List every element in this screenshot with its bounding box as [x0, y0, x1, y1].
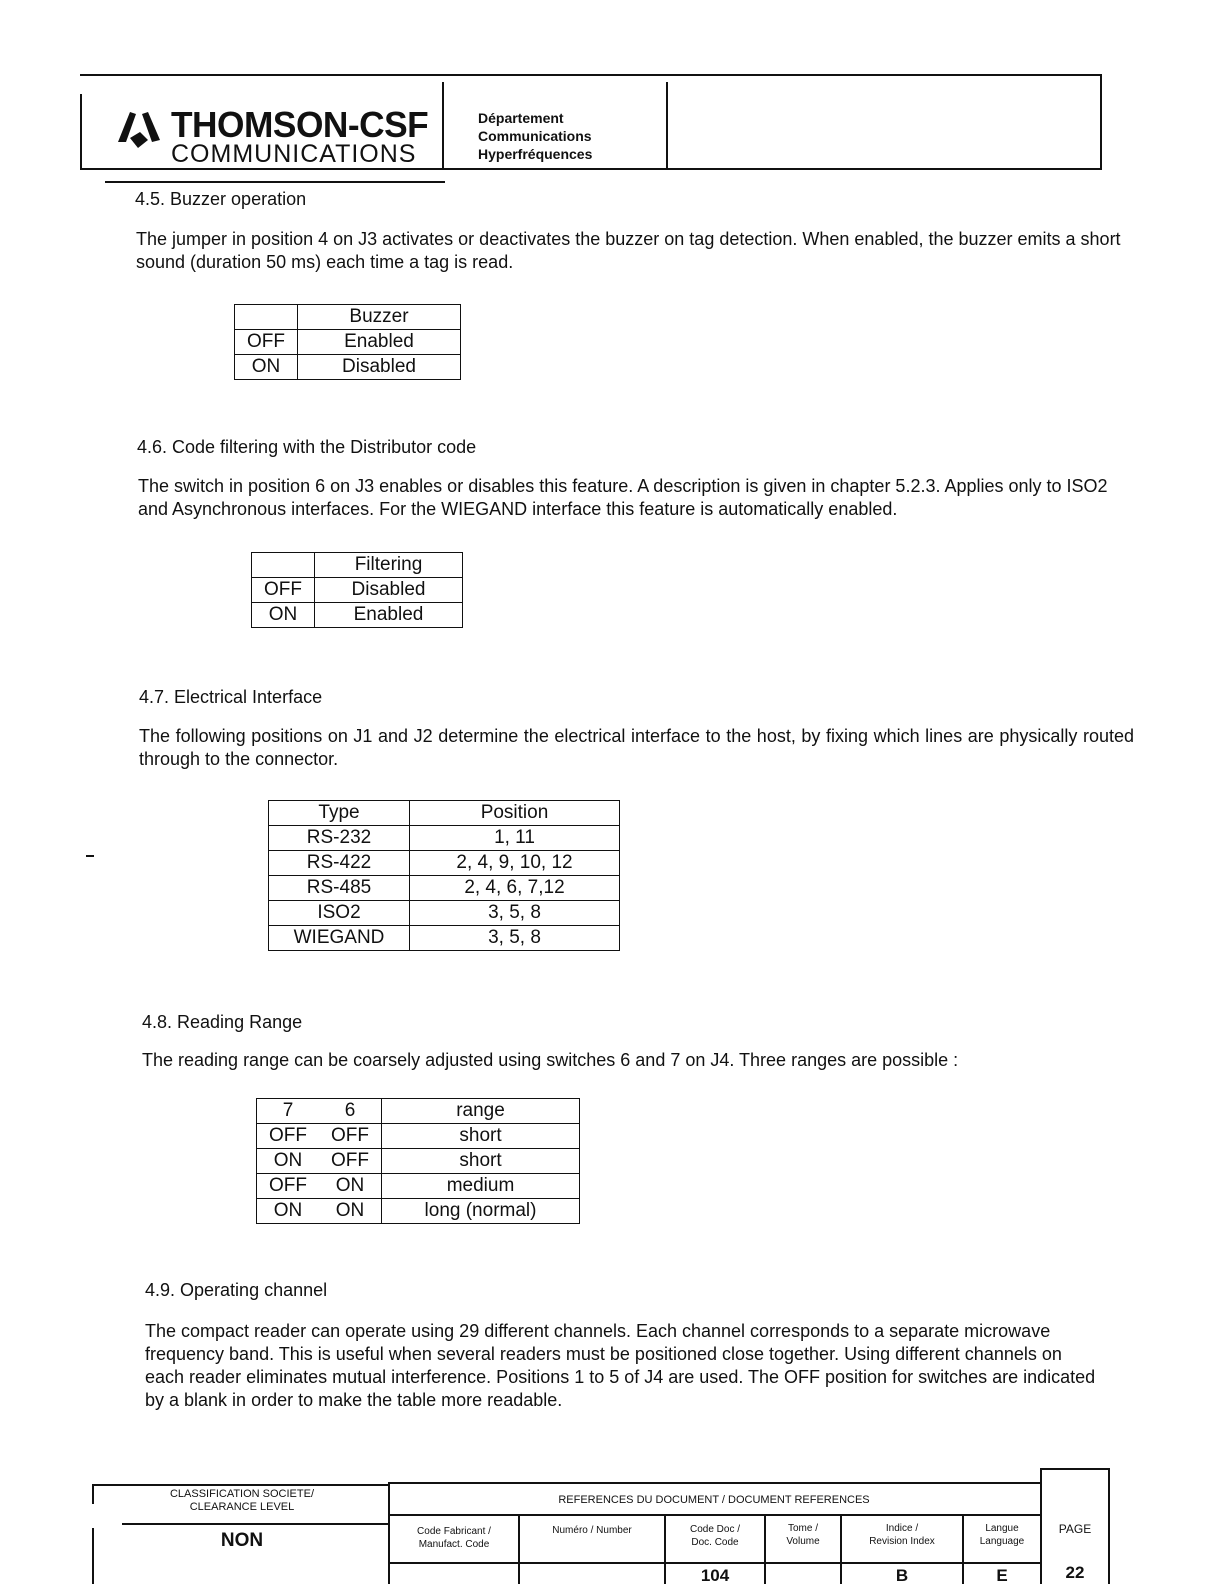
table-row: RS-485 2, 4, 6, 7,12 — [269, 876, 620, 901]
section-paragraph: The switch in position 6 on J3 enables or disables this feature. A description is given in chapter 5.2.3. Applies only to ISO2 and Asynchronous interfaces. For the WIEGAND interface this feature is automatically enabled. — [138, 476, 1108, 519]
page-label: PAGE — [1058, 1522, 1092, 1536]
header-border — [80, 94, 82, 168]
classification-value: NON — [220, 1530, 264, 1551]
volume-label: Tome / Volume — [786, 1523, 820, 1547]
section-heading: 4.6. Code filtering with the Distributor code — [137, 437, 477, 457]
filtering-table — [251, 552, 463, 628]
revision-index-label: Indice / Revision Index — [869, 1523, 935, 1547]
section-paragraph: The jumper in position 4 on J3 activates or deactivates the buzzer on tag detection. When enabled, the buzzer emits a short sound (duration 50 ms) each time a tag is read. — [136, 229, 1121, 272]
table-row: OFF Disabled — [252, 578, 463, 603]
table-row: ON OFF short — [257, 1149, 580, 1174]
table-row: ON Enabled — [252, 603, 463, 628]
section-heading: 4.9. Operating channel — [145, 1280, 328, 1300]
doc-code-value: 104 — [700, 1566, 730, 1585]
table-row: RS-232 1, 11 — [269, 826, 620, 851]
header-divider — [666, 82, 668, 168]
table-row: OFF ON medium — [257, 1174, 580, 1199]
electrical-interface-table — [268, 800, 620, 951]
header-divider — [442, 82, 444, 168]
document-header — [80, 74, 1102, 170]
table-header-row: Filtering — [252, 553, 463, 578]
header-underline — [105, 181, 445, 183]
table-header-row: 7 6 range — [257, 1099, 580, 1124]
table-row: WIEGAND 3, 5, 8 — [269, 926, 620, 951]
section-heading: 4.7. Electrical Interface — [139, 687, 323, 707]
page-number: 22 — [1065, 1563, 1085, 1582]
section-heading: 4.5. Buzzer operation — [135, 189, 307, 209]
company-name: THOMSON-CSF — [171, 104, 429, 145]
table-row: ON ON long (normal) — [257, 1199, 580, 1224]
manufact-code-label: Code Fabricant / Manufact. Code — [417, 1526, 491, 1550]
table-row: ON Disabled — [235, 355, 461, 380]
doc-code-label: Code Doc / Doc. Code — [689, 1524, 741, 1548]
department-label: Département Communications Hyperfréquences — [478, 110, 593, 162]
table-header-row: Type Position — [269, 801, 620, 826]
table-row: OFF OFF short — [257, 1124, 580, 1149]
language-value: E — [996, 1566, 1008, 1585]
stray-mark — [86, 855, 94, 857]
reading-range-table — [256, 1098, 580, 1224]
section-paragraph: The compact reader can operate using 29 different channels. Each channel corresponds to a separate microwave frequency band. This is useful when several readers must be positioned close together. Using different channels on each reader eliminates mutual interference. Positions 1 to 5 of J4 are used. The OFF position for switches are indicated by a blank in order to make the table more readable. — [145, 1321, 1096, 1410]
table-row: ISO2 3, 5, 8 — [269, 901, 620, 926]
company-division: COMMUNICATIONS — [171, 140, 417, 168]
buzzer-table — [234, 304, 461, 380]
language-label: Langue Language — [979, 1523, 1025, 1547]
revision-index-value: B — [895, 1566, 909, 1585]
table-header-row: Buzzer — [235, 305, 461, 330]
table-row: RS-422 2, 4, 9, 10, 12 — [269, 851, 620, 876]
table-row: OFF Enabled — [235, 330, 461, 355]
section-paragraph: The reading range can be coarsely adjusted using switches 6 and 7 on J4. Three ranges are possible : — [142, 1050, 959, 1070]
number-label: Numéro / Number — [552, 1525, 632, 1536]
section-paragraph: The following positions on J1 and J2 determine the electrical interface to the host, by fixing which lines are physically routed through to the connector. — [139, 726, 1134, 769]
classification-label: CLASSIFICATION SOCIETE/ CLEARANCE LEVEL — [169, 1488, 315, 1513]
thomson-logo-icon — [116, 110, 164, 152]
document-footer — [92, 1468, 1110, 1584]
references-title: REFERENCES DU DOCUMENT / DOCUMENT REFERENCES — [558, 1494, 870, 1506]
section-heading: 4.8. Reading Range — [142, 1012, 303, 1032]
